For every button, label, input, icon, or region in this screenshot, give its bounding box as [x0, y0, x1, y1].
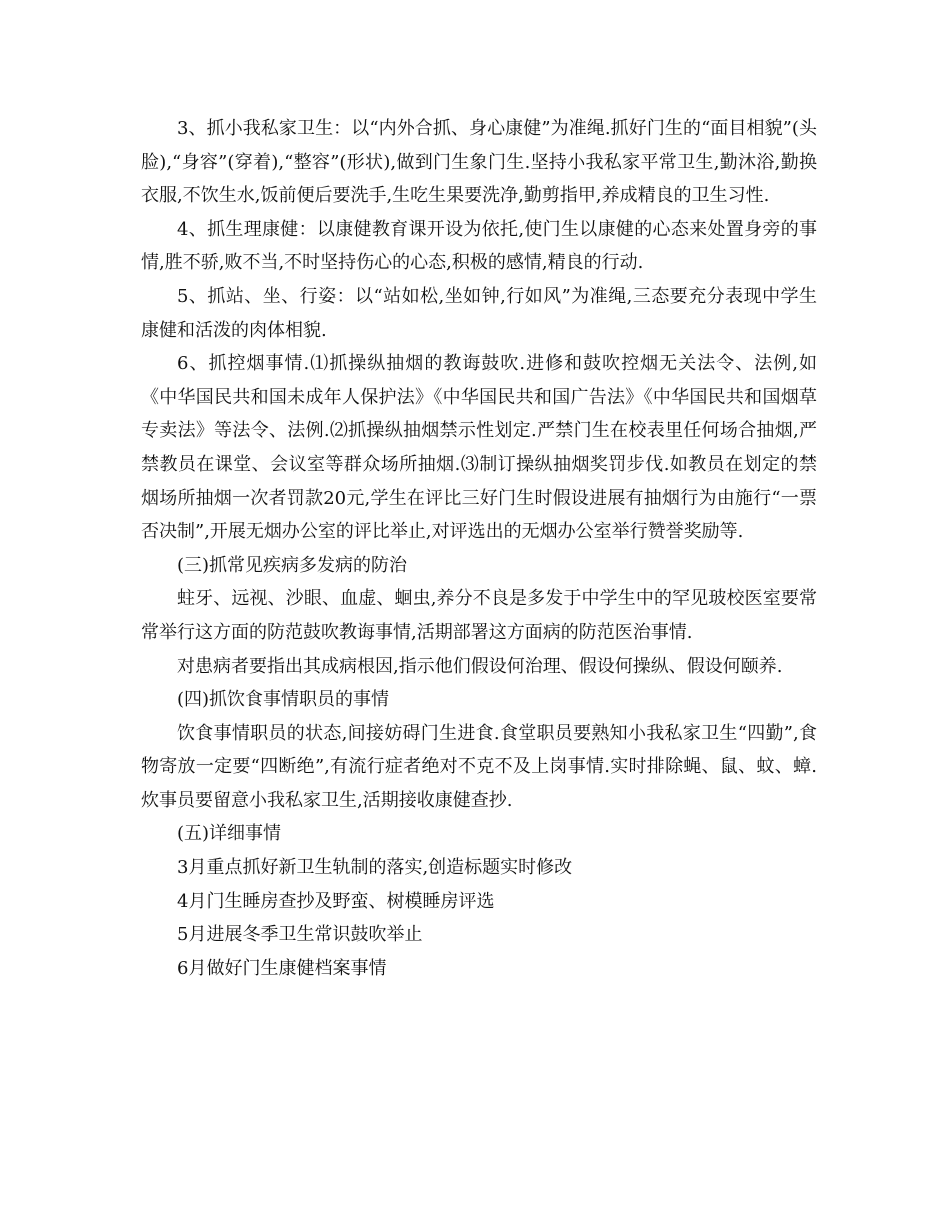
schedule-item-april: 4月门生睡房查抄及野蛮、树模睡房评选	[177, 890, 495, 912]
paragraph-smoking-control: 6、抓控烟事情.⑴抓操纵抽烟的教诲鼓吹.进修和鼓吹控烟无关法令、法例,如《中华国民共和国未成年人保护法》《中华国民共和国广告法》《中华国民共和国烟草专卖法》等法令、法例.⑵抓操纵抽烟禁示性划定.严禁门生在校表里任何场合抽烟,严禁教员在课堂、会议室等群众场所抽烟.⑶制订操纵抽烟奖罚步伐.如教员在划定的禁烟场所抽烟一次者罚款20元,学生在评比三好门生时假设进展有抽烟行为由施行“一票否决制”,开展无烟办公室的评比举止,对评选出的无烟办公室举行赞誉奖励等.	[141, 353, 817, 543]
paragraph-personal-hygiene: 3、抓小我私家卫生：以“内外合抓、身心康健”为准绳.抓好门生的“面目相貌”(头脸),“身容”(穿着),“整容”(形状),做到门生象门生.坚持小我私家平常卫生,勤沐浴,勤换衣服,不饮生水,饭前便后要洗手,生吃生果要洗净,勤剪指甲,养成精良的卫生习性.	[141, 118, 817, 207]
section-heading-food-staff: (四)抓饮食事情职员的事情	[177, 689, 390, 711]
paragraph-posture: 5、抓站、坐、行姿：以“站如松,坐如钟,行如风”为准绳,三态要充分表现中学生康健和活泼的肉体相貌.	[141, 285, 817, 341]
document-body	[141, 112, 817, 985]
paragraph-food-staff: 饮食事情职员的状态,间接妨碍门生进食.食堂职员要熟知小我私家卫生“四勤”,食物寄放一定要“四断绝”,有流行症者绝对不克不及上岗事情.实时排除蝇、鼠、蚊、蟑.炊事员要留意小我私家卫生,活期接收康健查抄.	[141, 722, 817, 811]
section-heading-disease-prevention: (三)抓常见疾病多发病的防治	[177, 554, 408, 576]
section-heading-detailed-work: (五)详细事情	[177, 823, 282, 845]
schedule-item-june: 6月做好门生康健档案事情	[177, 957, 387, 979]
schedule-item-may: 5月进展冬季卫生常识鼓吹举止	[177, 924, 423, 946]
paragraph-patient-guidance: 对患病者要指出其成病根因,指示他们假设何治理、假设何操纵、假设何颐养.	[177, 655, 783, 677]
schedule-item-march: 3月重点抓好新卫生轨制的落实,创造标题实时修改	[177, 857, 573, 879]
paragraph-common-diseases: 蛀牙、远视、沙眼、血虚、蛔虫,养分不良是多发于中学生中的罕见玻校医室要常常举行这方面的防范鼓吹教诲事情,活期部署这方面病的防范医治事情.	[141, 588, 817, 643]
paragraph-mental-health: 4、抓生理康健：以康健教育课开设为依托,使门生以康健的心态来处置身旁的事情,胜不骄,败不当,不时坚持伤心的心态,积极的感情,精良的行动.	[141, 218, 817, 274]
